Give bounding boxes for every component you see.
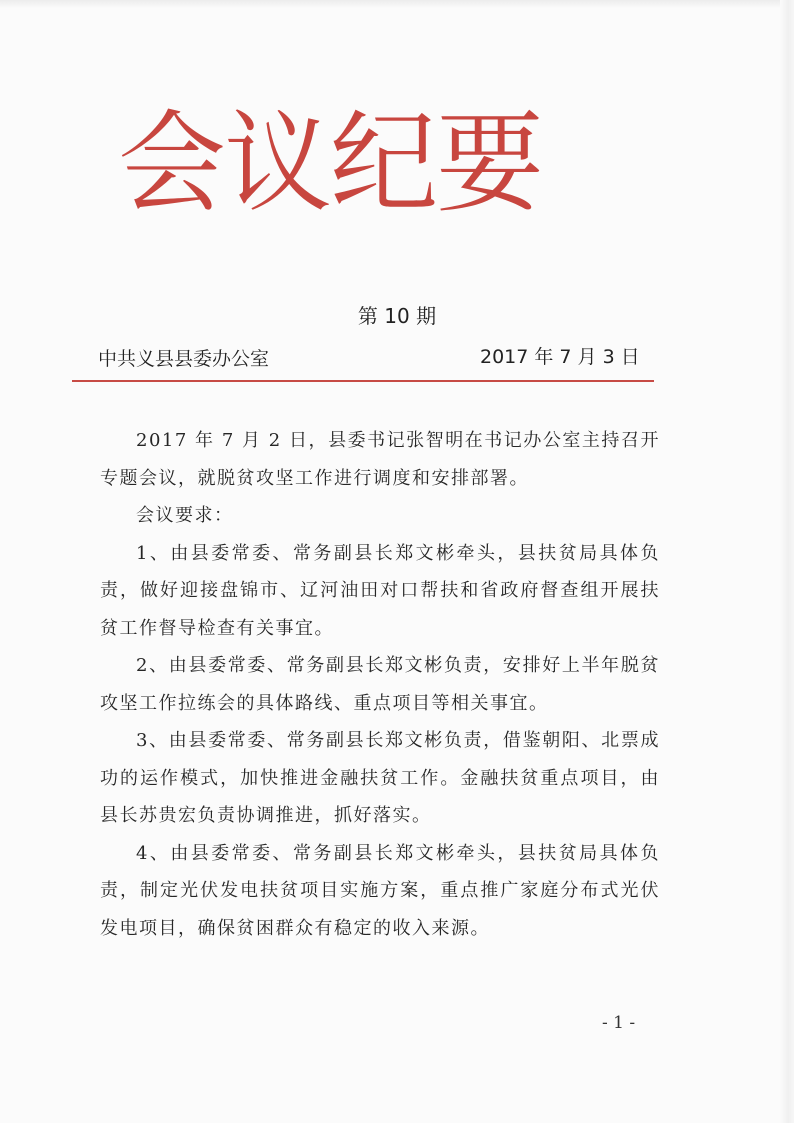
issue-date: 2017 年 7 月 3 日 [480, 346, 640, 368]
paragraph: 4、由县委常委、常务副县长郑文彬牵头，县扶贫局具体负责，制定光伏发电扶贫项目实施方案，重点推广家庭分布式光伏发电项目，确保贫困群众有稳定的收入来源。 [100, 842, 660, 939]
paragraph: 2017 年 7 月 2 日，县委书记张智明在书记办公室主持召开专题会议，就脱贫攻坚工作进行调度和安排部署。 [100, 430, 660, 489]
paragraph: 会议要求： [136, 505, 234, 526]
paragraph: 1、由县委常委、常务副县长郑文彬牵头，县扶贫局具体负责，做好迎接盘锦市、辽河油田对口帮扶和省政府督查组开展扶贫工作督导检查有关事宜。 [100, 542, 660, 639]
page-number: - 1 - [602, 1013, 636, 1033]
scan-edge-top [0, 0, 794, 8]
header-divider [72, 380, 654, 382]
issuing-office: 中共义县县委办公室 [98, 348, 270, 370]
scan-edge-right [780, 0, 794, 1123]
paragraph: 3、由县委常委、常务副县长郑文彬负责，借鉴朝阳、北票成功的运作模式，加快推进金融扶贫工作。金融扶贫重点项目，由县长苏贵宏负责协调推进，抓好落实。 [100, 730, 660, 826]
document-body [100, 422, 660, 947]
paragraph: 2、由县委常委、常务副县长郑文彬负责，安排好上半年脱贫攻坚工作拉练会的具体路线、重点项目等相关事宜。 [100, 655, 660, 714]
document-title: 会议纪要 [118, 100, 543, 229]
issue-number: 第 10 期 [357, 304, 437, 328]
